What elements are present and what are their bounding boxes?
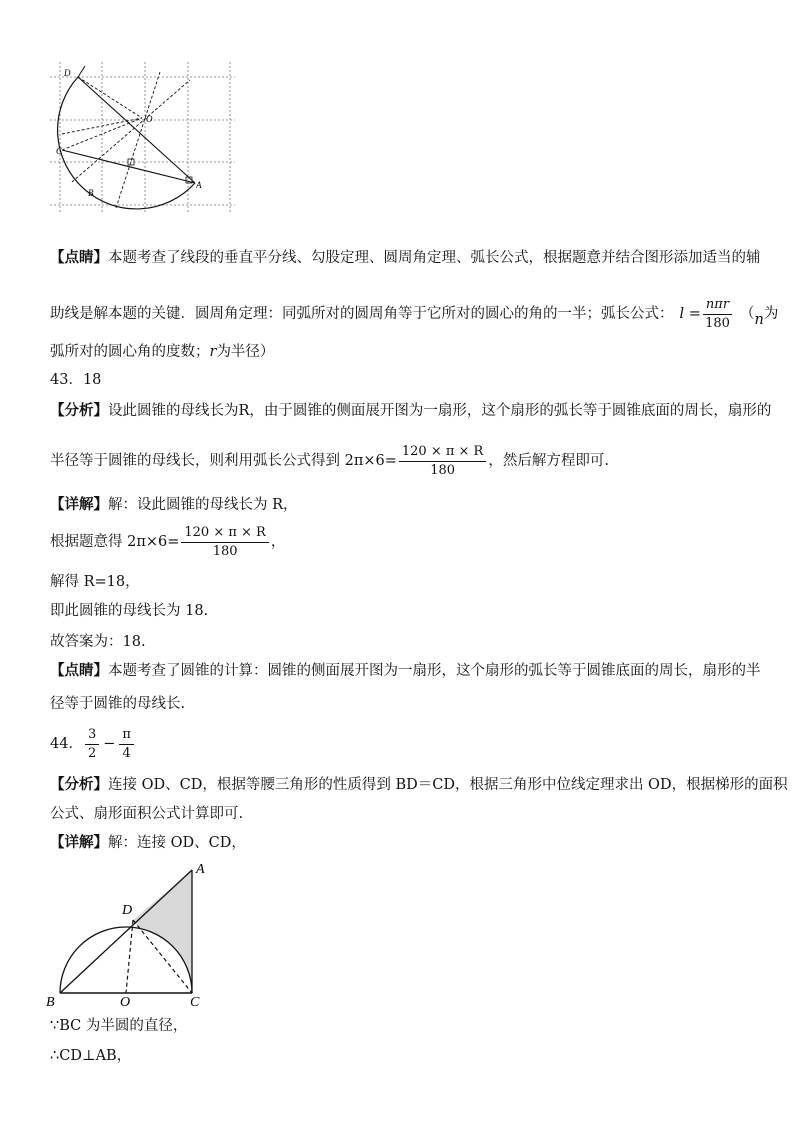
figure-semicircle-triangle xyxy=(40,858,220,1008)
q43-detail-fraction: $\frac{120 \times \pi \times R}{180}$ xyxy=(181,525,268,560)
q43-detail-line2: 根据题意得 2π×6= $\frac{120 \times \pi \times R}{180}$ ， xyxy=(50,524,286,559)
arc-length-fraction: $\frac{\text{nπr}}{180}$ xyxy=(703,297,732,332)
q43-detail-line3: 解得 R=18， xyxy=(50,574,140,590)
q44-analysis-line2: 公式、扇形面积公式计算即可. xyxy=(50,806,244,822)
fig1-label-a: A xyxy=(196,180,202,190)
formula-l: l = xyxy=(679,306,701,322)
q43-analysis-line2: 半径等于圆锥的母线长，则利用弧长公式得到 2π×6= $\frac{120 \times \pi \times R}{180}$ ，然后解方程即可. xyxy=(50,443,609,478)
q44-detail-line1: 【详解】解：连接 OD、CD， xyxy=(50,834,246,851)
q43-detail-line5: 故答案为：18. xyxy=(50,634,146,650)
fig1-label-o: O xyxy=(146,114,153,124)
fig2-label-c: C xyxy=(190,995,200,1008)
q43-number: 43．18 xyxy=(50,372,102,388)
fig2-label-a: A xyxy=(196,862,205,877)
fig1-label-b: B xyxy=(88,188,94,198)
fig2-label-b: B xyxy=(46,995,55,1008)
q44-line-after2: ∴CD⊥AB， xyxy=(50,1048,132,1064)
q43-detail-line4: 即此圆锥的母线长为 18. xyxy=(50,603,209,619)
q43-analysis-line1: 【分析】设此圆锥的母线长为R，由于圆锥的侧面展开图为一扇形，这个扇形的弧长等于圆锥底面的周长，扇形的 xyxy=(50,402,772,419)
fig2-label-d: D xyxy=(122,903,133,918)
q43-note-line2: 径等于圆锥的母线长. xyxy=(50,696,186,712)
p42-note-line1: 【点睛】本题考查了线段的垂直平分线、勾股定理、圆周角定理、弧长公式，根据题意并结合图形添加适当的辅 xyxy=(50,249,761,266)
note-tag: 【点睛】 xyxy=(50,249,108,266)
q44-line-after1: ∵BC 为半圆的直径， xyxy=(50,1018,188,1034)
fig1-label-c: C xyxy=(56,146,63,156)
q43-analysis-fraction: $\frac{120 \times \pi \times R}{180}$ xyxy=(399,444,486,479)
fig2-label-o: O xyxy=(120,995,131,1008)
figure-circle-construction xyxy=(50,62,240,214)
q43-detail-line1: 【详解】解：设此圆锥的母线长为 R， xyxy=(50,496,298,513)
q43-note-line1: 【点睛】本题考查了圆锥的计算：圆锥的侧面展开图为一扇形，这个扇形的弧长等于圆锥底面的周长，扇形的半 xyxy=(50,662,761,679)
q44-analysis-line1: 【分析】连接 OD、CD，根据等腰三角形的性质得到 BD＝CD，根据三角形中位线定理求出 OD，根据梯形的面积 xyxy=(50,776,788,793)
fig1-label-d: D xyxy=(64,68,71,78)
p42-note-line2: 助线是解本题的关键．圆周角定理：同弧所对的圆周角等于它所对的圆心的角的一半；弧长公式： l = $\frac{\text{nπr}}{180}$ （ n 为 xyxy=(50,296,779,331)
p42-note-line3: 弧所对的圆心角的度数；r为半径） xyxy=(50,344,275,360)
q44-answer: 44． $\frac{3}{2}$ − $\frac{\pi}{4}$ xyxy=(50,724,136,764)
